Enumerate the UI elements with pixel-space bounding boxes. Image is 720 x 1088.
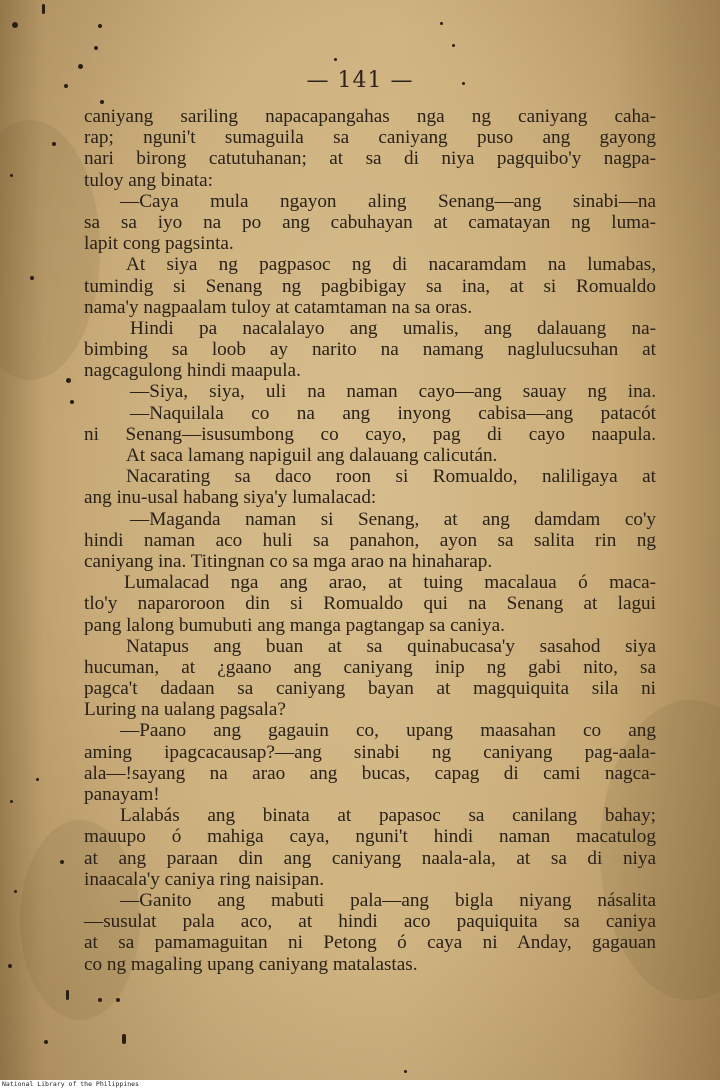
ink-speck: [42, 4, 45, 14]
text-line: aming ipagcacausap?—ang sinabi ng caniyang pag-aala-: [84, 741, 656, 763]
ink-speck: [30, 276, 34, 280]
text-line: rap; nguni't sumaguila sa caniyang puso ang gayong: [84, 127, 656, 149]
text-line: Luring na ualang pagsala?: [84, 699, 286, 721]
ink-speck: [66, 378, 71, 383]
text-line: caniyang ina. Titingnan co sa mga arao na hinaharap.: [84, 550, 493, 572]
text-line: tlo'y naparoroon din si Romualdo qui na Senang at lagui: [84, 593, 656, 615]
text-line: pang lalong bumubuti ang manga pagtangap sa caniya.: [84, 614, 505, 636]
text-line: pagca't dadaan sa caniyang bayan at magquiquita sila ni: [84, 678, 656, 700]
ink-speck: [98, 24, 102, 28]
ink-speck: [8, 964, 12, 968]
text-line: nagcagulong hindi maapula.: [84, 360, 301, 382]
body-text: [84, 106, 656, 975]
text-line: nari birong catutuhanan; at sa di niya pagquibo'y nagpa-: [84, 148, 656, 170]
text-line: —Ganito ang mabuti pala—ang bigla niyang násalita: [120, 889, 656, 911]
text-line: ala—!sayang na arao ang bucas, capag di cami nagca-: [84, 762, 656, 784]
text-line: panayam!: [84, 784, 160, 805]
ink-speck: [404, 1070, 407, 1073]
text-line: —Siya, siya, uli na naman cayo—ang sauay ng ina.: [130, 381, 656, 403]
ink-speck: [440, 22, 443, 25]
text-line: Natapus ang buan at sa quinabucasa'y sasahod siya: [126, 635, 656, 657]
ink-speck: [10, 174, 13, 177]
text-line: Nacarating sa daco roon si Romualdo, naliligaya at: [126, 466, 656, 488]
text-line: sa sa iyo na po ang cabuhayan at camatayan ng luma-: [84, 211, 656, 233]
ink-speck: [452, 44, 455, 47]
ink-speck: [122, 1034, 126, 1044]
text-line: Lalabás ang binata at papasoc sa canilang bahay;: [120, 805, 656, 827]
text-line: —Caya mula ngayon aling Senang—ang sinabi—na: [120, 190, 656, 212]
ink-speck: [10, 800, 13, 803]
ink-speck: [116, 998, 120, 1002]
text-line: —Maganda naman si Senang, at ang damdam co'y: [130, 508, 656, 530]
text-line: mauupo ó mahiga caya, nguni't hindi naman macatulog: [84, 826, 656, 848]
text-line: tuloy ang binata:: [84, 169, 213, 191]
text-line: co ng magaling upang caniyang matalastas.: [84, 953, 418, 975]
ink-speck: [100, 100, 104, 104]
text-line: —Paano ang gagauin co, upang maasahan co ang: [120, 720, 656, 742]
text-line: lapit cong pagsinta.: [84, 233, 234, 255]
ink-speck: [66, 990, 69, 1000]
text-line: bimbing sa loob ay narito na namang naglulucsuhan at: [84, 339, 656, 361]
text-line: tumindig si Senang ng pagbibigay sa ina, at si Romualdo: [84, 275, 656, 297]
text-line: at sa pamamaguitan ni Petong ó caya ni Anday, gagauan: [84, 932, 656, 954]
ink-speck: [52, 142, 56, 146]
text-line: —susulat pala aco, at hindi aco paquiquita sa caniya: [84, 911, 656, 933]
text-line: Hindi pa nacalalayo ang umalis, ang dalauang na-: [130, 317, 656, 339]
text-line: At saca lamang napiguil ang dalauang calicután.: [126, 445, 498, 466]
text-line: —Naquilala co na ang inyong cabisa—ang patacót: [130, 402, 656, 424]
ink-speck: [14, 890, 17, 893]
text-line: Lumalacad nga ang arao, at tuing macalaua ó maca-: [124, 572, 656, 594]
ink-speck: [44, 1040, 48, 1044]
text-line: At siya ng pagpasoc ng di nacaramdam na lumabas,: [126, 254, 656, 276]
text-line: hucuman, at ¿gaano ang caniyang inip ng gabi nito, sa: [84, 656, 656, 678]
text-line: at ang paraan din ang caniyang naala-ala, at sa di niya: [84, 847, 656, 869]
ink-speck: [12, 22, 18, 28]
page-number: — 141 —: [306, 68, 414, 93]
ink-speck: [98, 998, 102, 1002]
text-line: inaacala'y caniya ring naisipan.: [84, 868, 324, 890]
ink-speck: [94, 46, 98, 50]
ink-speck: [334, 58, 337, 61]
text-line: ang inu-usal habang siya'y lumalacad:: [84, 487, 377, 509]
ink-speck: [60, 860, 64, 864]
ink-speck: [70, 400, 74, 404]
ink-speck: [36, 778, 39, 781]
text-line: ni Senang—isusumbong co cayo, pag di cayo naapula.: [84, 423, 656, 445]
text-line: hindi naman aco huli sa panahon, ayon sa salita rin ng: [84, 529, 656, 551]
text-line: caniyang sariling napacapangahas nga ng caniyang caha-: [84, 106, 656, 127]
footer-credit: National Library of the Philippines: [0, 1080, 720, 1088]
text-line: nama'y nagpaalam tuloy at catamtaman na sa oras.: [84, 296, 473, 318]
